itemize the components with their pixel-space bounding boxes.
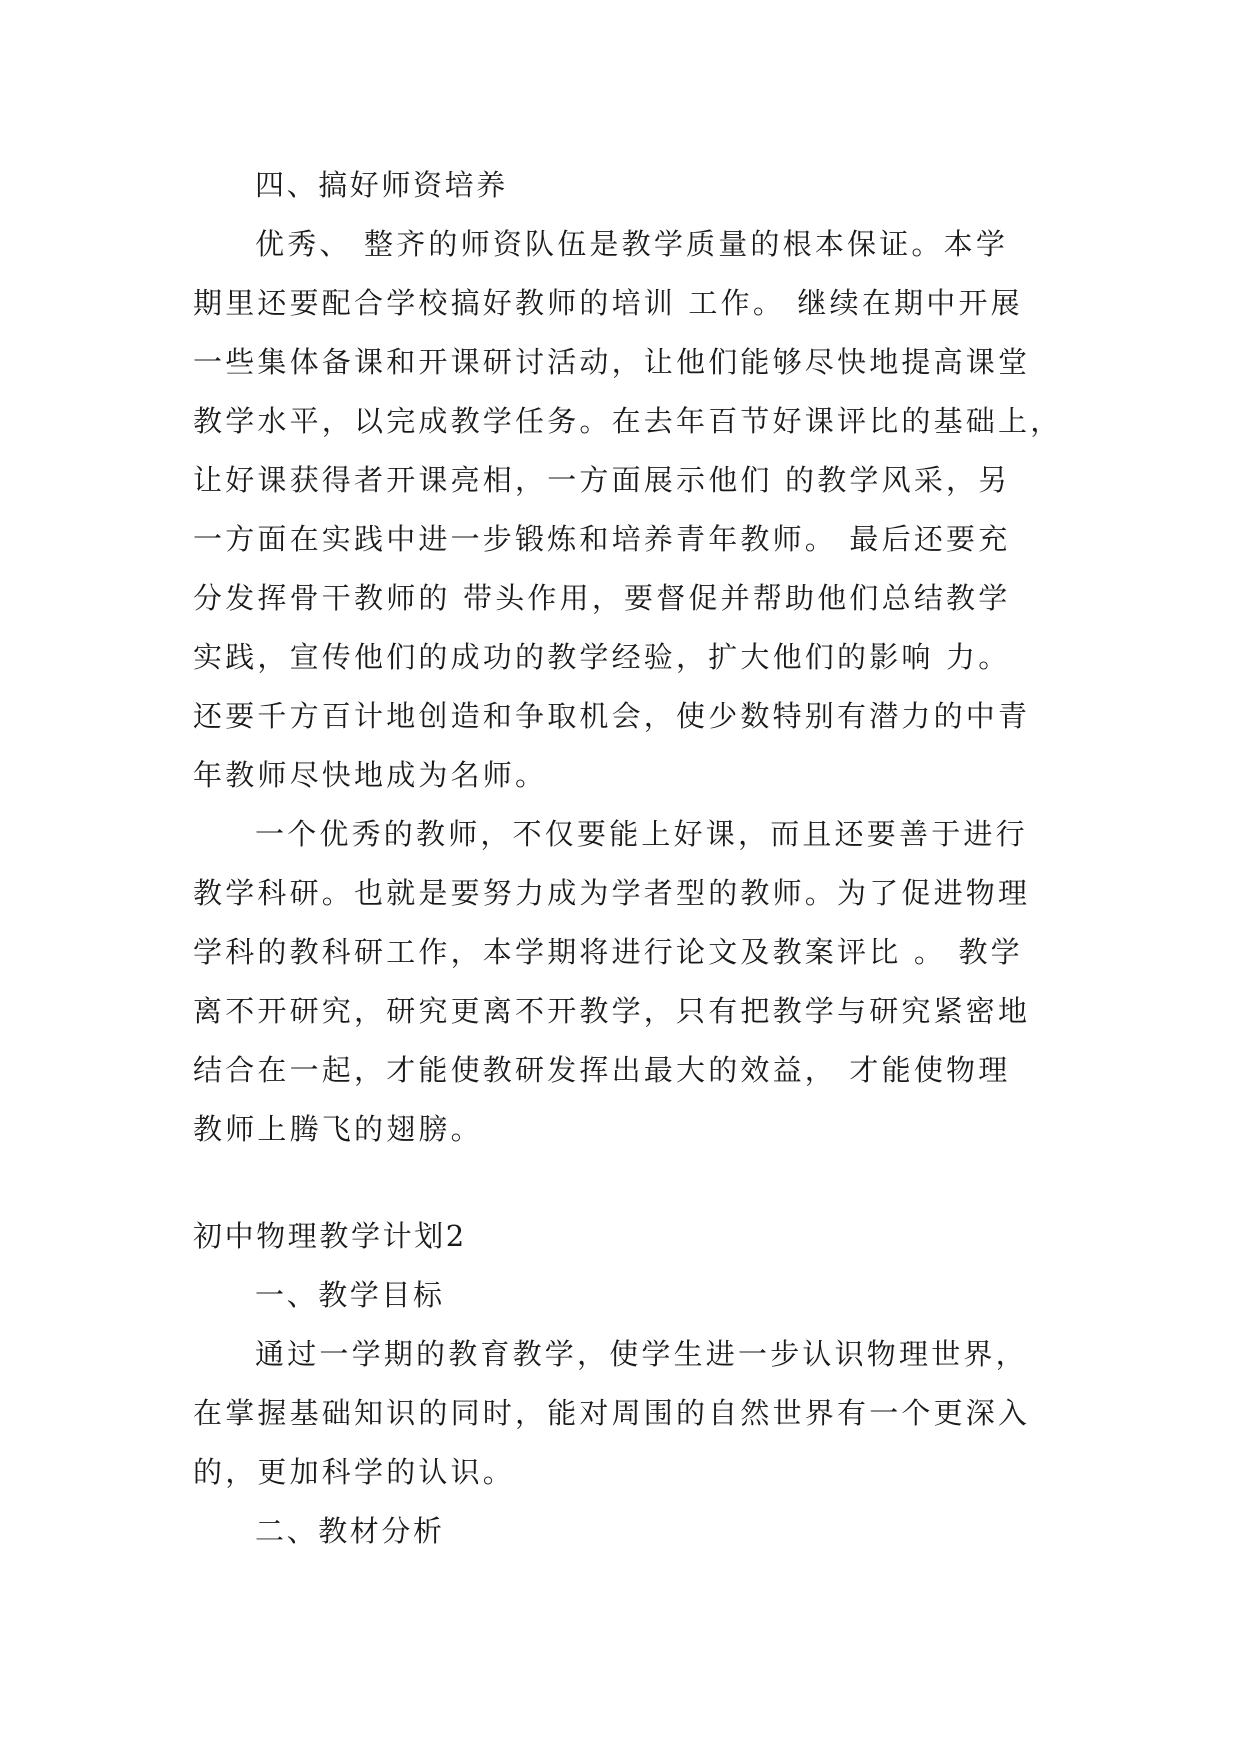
paragraph-line: 结合在一起，才能使教研发挥出最大的效益， 才能使物理 — [193, 1053, 1011, 1087]
paragraph-line: 教学科研。也就是要努力成为学者型的教师。为了促进物理 — [193, 876, 1031, 910]
section-heading: 四、搞好师资培养 — [255, 168, 508, 202]
paragraph-line: 在掌握基础知识的同时，能对周围的自然世界有一个更深入 — [193, 1396, 1031, 1430]
paragraph-line: 教学水平，以完成教学任务。在去年百节好课评比的基础上， — [193, 404, 1063, 438]
paragraph-line: 期里还要配合学校搞好教师的培训 工作。 继续在期中开展 — [193, 286, 1023, 320]
paragraph-line: 教师上腾飞的翅膀。 — [193, 1112, 483, 1146]
paragraph-line: 优秀、 整齐的师资队伍是教学质量的根本保证。本学 — [255, 227, 1009, 261]
paragraph-line: 实践，宣传他们的成功的教学经验，扩大他们的影响 力。 — [193, 640, 1011, 674]
paragraph-line: 离不开研究，研究更离不开教学，只有把教学与研究紧密地 — [193, 994, 1031, 1028]
section-heading: 二、教材分析 — [255, 1514, 445, 1548]
paragraph-line: 让好课获得者开课亮相，一方面展示他们 的教学风采，另 — [193, 463, 1011, 497]
paragraph-line: 分发挥骨干教师的 带头作用，要督促并帮助他们总结教学 — [193, 581, 1011, 615]
paragraph-line: 一些集体备课和开课研讨活动，让他们能够尽快地提高课堂 — [193, 345, 1031, 379]
paragraph-line: 一个优秀的教师，不仅要能上好课，而且还要善于进行 — [255, 817, 1028, 851]
paragraph-line: 还要千方百计地创造和争取机会，使少数特别有潜力的中青 — [193, 699, 1031, 733]
paragraph-line: 通过一学期的教育教学，使学生进一步认识物理世界， — [255, 1337, 1028, 1371]
section-heading: 一、教学目标 — [255, 1278, 445, 1312]
paragraph-line: 的，更加科学的认识。 — [193, 1455, 516, 1489]
paragraph-line: 年教师尽快地成为名师。 — [193, 758, 548, 792]
paragraph-line: 学科的教科研工作，本学期将进行论文及教案评比 。 教学 — [193, 935, 1023, 969]
paragraph-line: 一方面在实践中进一步锻炼和培养青年教师。 最后还要充 — [193, 522, 1011, 556]
document-title: 初中物理教学计划2 — [193, 1219, 467, 1253]
